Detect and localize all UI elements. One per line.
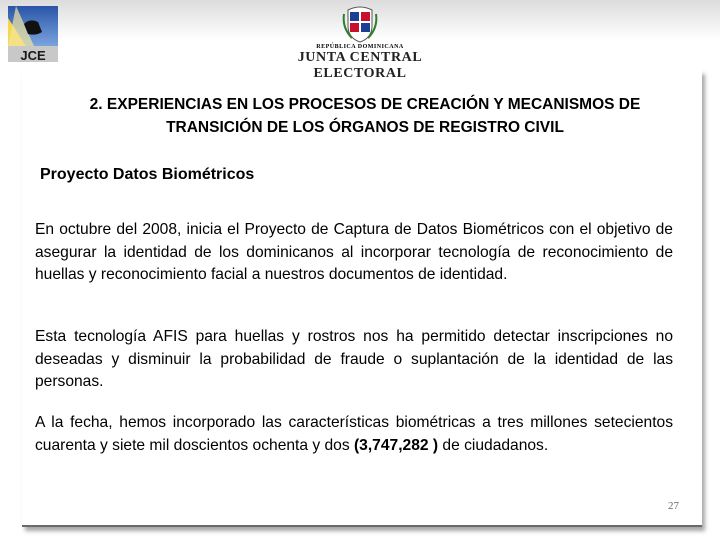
slide-title: 2. EXPERIENCIAS EN LOS PROCESOS DE CREACIÓN Y MECANISMOS DE TRANSICIÓN DE LOS ÓRGANOS DE REGISTRO CIVIL: [89, 96, 641, 136]
institution-name: JUNTA CENTRAL ELECTORAL: [297, 50, 423, 81]
republica-label: REPÚBLICA DOMINICANA: [316, 44, 404, 50]
paragraph-3: [35, 412, 673, 457]
page-number: 27: [668, 500, 679, 512]
coat-of-arms-icon: [342, 4, 378, 44]
jce-logo: [6, 4, 60, 64]
section-subtitle: Proyecto Datos Biométricos: [40, 166, 255, 183]
jce-logo-text: JCE: [20, 48, 46, 63]
paragraph-3-text: A la fecha, hemos incorporado las características biométricas a tres millones setecientos cuarenta y siete mil doscientos ochenta y dos: [35, 414, 673, 454]
paragraph-1: En octubre del 2008, inicia el Proyecto de Captura de Datos Biométricos con el objetivo de asegurar la identidad de los dominicanos al incorporar tecnología de reconocimiento de huellas y reconocimiento facial a nuestros documentos de identidad.: [35, 221, 673, 283]
institution-header: [250, 4, 470, 81]
citizen-count: (3,747,282 ): [353, 436, 439, 454]
paragraph-3-end: de ciudadanos.: [438, 436, 549, 454]
paragraph-2: Esta tecnología AFIS para huellas y rostros nos ha permitido detectar inscripciones no deseadas y disminuir la probabilidad de fraude o suplantación de la identidad de las personas.: [35, 328, 673, 390]
